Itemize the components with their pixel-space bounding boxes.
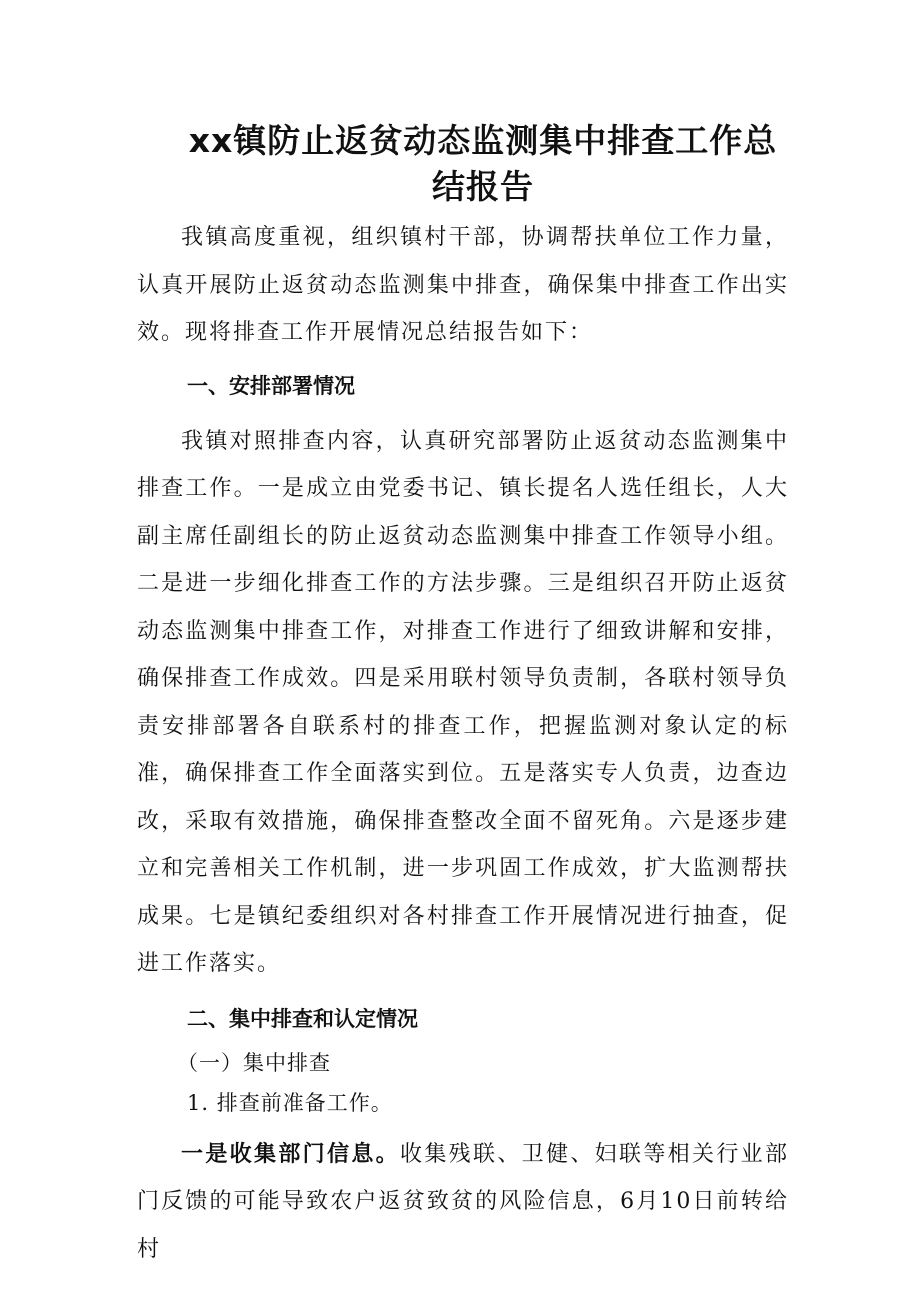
section-2-subheading: （一）集中排查 bbox=[177, 1050, 331, 1075]
section-1-body: 我镇对照排查内容，认真研究部署防止返贫动态监测集中排查工作。一是成立由党委书记、镇长提名人选任组长，人大副主席任副组长的防止返贫动态监测集中排查工作领导小组。二是进一步细化排查工作的方法步骤。三是组织召开防止返贫动态监测集中排查工作，对排查工作进行了细致讲解和安排，确保排查工作成效。四是采用联村领导负责制，各联村领导负责安排部署各自联系村的排查工作，把握监测对象认定的标准，确保排查工作全面落实到位。五是落实专人负责，边查边改，采取有效措施，确保排查整改全面不留死角。六是逐步建立和完善相关工作机制，进一步巩固工作成效，扩大监测帮扶成果。七是镇纪委组织对各村排查工作开展情况进行抽查，促进工作落实。 bbox=[137, 428, 789, 976]
title-line-1: xx镇防止返贫动态监测集中排查工作总 bbox=[188, 121, 778, 160]
title-line-2: 结报告 bbox=[432, 167, 534, 206]
document-title bbox=[137, 118, 789, 210]
section-1-heading: 一、安排部署情况 bbox=[187, 373, 355, 398]
intro-paragraph: 我镇高度重视，组织镇村干部，协调帮扶单位工作力量，认真开展防止返贫动态监测集中排查，确保集中排查工作出实效。现将排查工作开展情况总结报告如下： bbox=[137, 225, 789, 345]
section-2-lead: 一是收集部门信息。 bbox=[181, 1141, 400, 1167]
section-2-paragraph bbox=[137, 1131, 789, 1274]
document-page bbox=[137, 118, 789, 1273]
section-2-item-1: 1. 排查前准备工作。 bbox=[187, 1090, 393, 1115]
section-2-body: 收集残联、卫健、妇联等相关行业部门反馈的可能导致农户返贫致贫的风险信息，6月10日前转给村 bbox=[137, 1141, 789, 1262]
section-2-heading: 二、集中排查和认定情况 bbox=[187, 1006, 418, 1031]
